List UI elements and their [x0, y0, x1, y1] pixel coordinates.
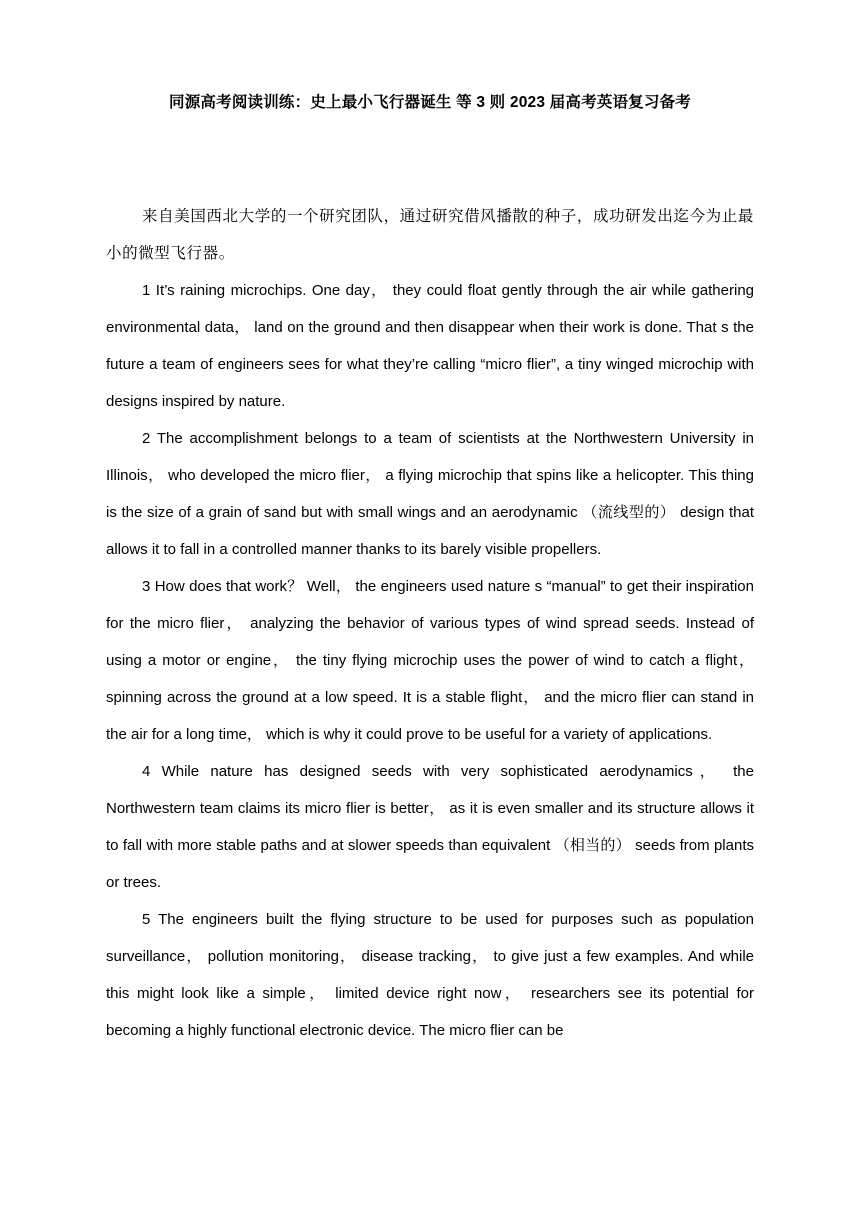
- intro-paragraph: 来自美国西北大学的一个研究团队，通过研究借风播散的种子，成功研发出迄今为止最小的微型飞行器。: [106, 207, 754, 262]
- paragraph-5: 5 The engineers built the flying structure to be used for purposes such as population surveillance， pollution monitoring， disease tracking， to give just a few examples. And while this might look like a simple， limited device right now， researchers see its potential for becoming a highly functional electronic device. The micro flier can be: [106, 911, 754, 1039]
- paragraph-4: 4 While nature has designed seeds with very sophisticated aerodynamics， the Northwestern team claims its micro flier is better， as it is even smaller and its structure allows it to fall with more stable paths and at slower speeds than equivalent （相当的） seeds from plants or trees.: [106, 763, 754, 891]
- document-title: 同源高考阅读训练：史上最小飞行器诞生 等 3 则 2023 届高考英语复习备考: [169, 94, 691, 111]
- paragraph-2: 2 The accomplishment belongs to a team of scientists at the Northwestern University in Illinois， who developed the micro flier， a flying microchip that spins like a helicopter. This thing is the size of a grain of sand but with small wings and an aerodynamic （流线型的） design that allows it to fall in a controlled manner thanks to its barely visible propellers.: [106, 430, 754, 558]
- paragraph-1: 1 It’s raining microchips. One day， they could float gently through the air while gathering environmental data， land on the ground and then disappear when their work is done. That s the future a team of engineers sees for what they’re calling “micro flier”, a tiny winged microchip with designs inspired by nature.: [106, 282, 754, 410]
- paragraph-3: 3 How does that work？ Well， the engineers used nature s “manual” to get their inspiration for the micro flier， analyzing the behavior of various types of wind spread seeds. Instead of using a motor or engine， the tiny flying microchip uses the power of wind to catch a flight，spinning across the ground at a low speed. It is a stable flight， and the micro flier can stand in the air for a long time， which is why it could prove to be useful for a variety of applications.: [106, 578, 754, 743]
- document-body: [106, 198, 754, 1049]
